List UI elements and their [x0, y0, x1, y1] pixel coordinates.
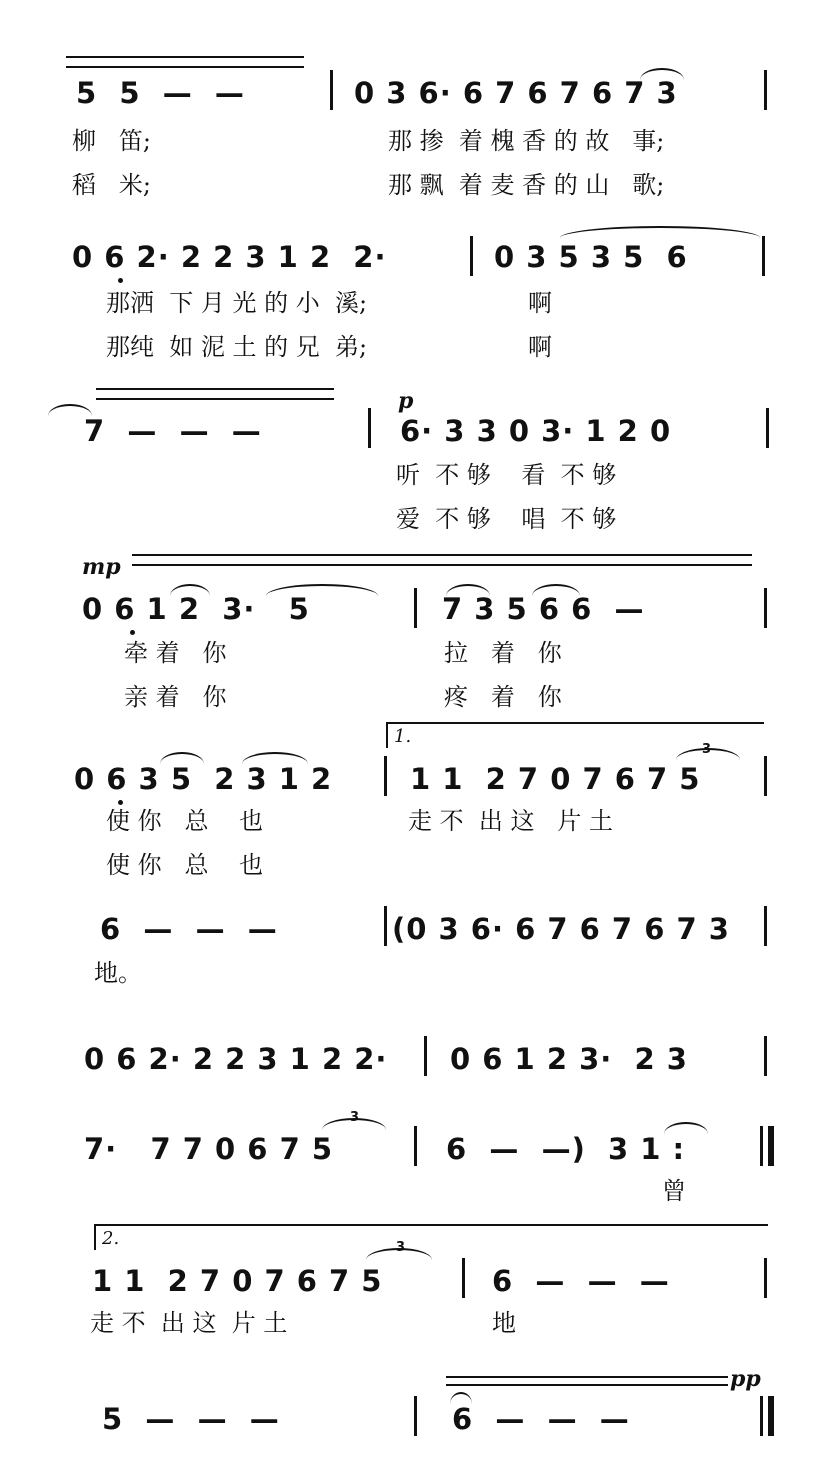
- barline: [766, 408, 769, 448]
- lyric-line: 走 不 出 这 片 土: [90, 1309, 288, 1337]
- dynamic-mark: pp: [730, 1366, 761, 1392]
- triplet-mark: 3: [350, 1110, 360, 1125]
- lyric-line: 那纯 如 泥 土 的 兄 弟;: [106, 333, 368, 361]
- lyric-line: 拉 着 你: [444, 639, 562, 667]
- lyric-line: 那 掺 着 槐 香 的 故 事;: [388, 127, 665, 155]
- lyric-line: 稻 米;: [72, 171, 151, 199]
- lyric-line: 走 不 出 这 片 土: [408, 807, 614, 835]
- final-repeat-bar-thick: [768, 1126, 774, 1166]
- phrase-line: [446, 1376, 728, 1378]
- lyric-line: 爱 不 够 唱 不 够: [396, 505, 617, 533]
- barline: [330, 70, 333, 110]
- slur: [170, 584, 210, 596]
- phrase-line: [96, 388, 334, 390]
- lyric-line: 柳 笛;: [72, 127, 151, 155]
- phrase-line: [132, 564, 752, 566]
- final-bar-thick: [768, 1396, 774, 1436]
- notes-measure: 1 1 2 7 0 7 6 7 5: [92, 1264, 383, 1298]
- slur: [160, 752, 204, 764]
- notes-measure: 0 3 6· 6 7 6 7 6 7 3: [354, 76, 678, 110]
- dynamic-mark: mp: [82, 554, 121, 580]
- barline: [764, 70, 767, 110]
- final-bar: [760, 1396, 763, 1436]
- lyric-line: 那 飘 着 麦 香 的 山 歌;: [388, 171, 665, 199]
- barline: [764, 588, 767, 628]
- lyric-line: 那洒 下 月 光 的 小 溪;: [106, 289, 368, 317]
- notes-measure: 0 6 1 2 3· 5: [82, 592, 310, 626]
- octave-dot: [118, 800, 123, 805]
- slur: [640, 68, 684, 80]
- phrase-line: [446, 1384, 728, 1386]
- triplet-mark: 3: [702, 742, 712, 757]
- barline: [384, 906, 387, 946]
- slur: [242, 752, 308, 764]
- octave-dot: [130, 630, 135, 635]
- notes-measure: 0 6 3 5 2 3 1 2: [74, 762, 333, 796]
- notes-measure: 5 5 — —: [76, 76, 245, 110]
- barline: [764, 1036, 767, 1076]
- barline: [462, 1258, 465, 1298]
- notes-measure: 6 — — —: [452, 1402, 630, 1436]
- barline: [424, 1036, 427, 1076]
- barline: [368, 408, 371, 448]
- lyric-line: 曾: [662, 1177, 686, 1205]
- phrase-line: [96, 398, 334, 400]
- notes-measure: 6 — — —: [100, 912, 278, 946]
- slur: [676, 748, 740, 760]
- triplet-mark: 3: [396, 1240, 406, 1255]
- lyric-line: 啊: [528, 289, 552, 317]
- lyric-line: 地。: [94, 959, 142, 987]
- phrase-line: [66, 66, 304, 68]
- dynamic-mark: p: [398, 388, 414, 414]
- slur: [532, 584, 580, 596]
- slur: [322, 1118, 386, 1130]
- barline: [384, 756, 387, 796]
- notes-measure: 0 6 2· 2 2 3 1 2 2·: [72, 240, 387, 274]
- lyric-line: 使 你 总 也: [106, 807, 264, 835]
- notes-measure: 0 6 1 2 3· 2 3: [450, 1042, 688, 1076]
- lyric-line: 听 不 够 看 不 够: [396, 461, 617, 489]
- barline: [764, 906, 767, 946]
- barline: [414, 588, 417, 628]
- notes-measure: 6 — —) 3 1 :: [446, 1132, 686, 1166]
- octave-dot: [118, 278, 123, 283]
- final-repeat-bar: [760, 1126, 763, 1166]
- notes-measure: 6 — — —: [492, 1264, 670, 1298]
- phrase-line: [132, 554, 752, 556]
- notes-measure: 1 1 2 7 0 7 6 7 5: [410, 762, 701, 796]
- lyric-line: 牵 着 你: [124, 639, 227, 667]
- notes-measure: 5 — — —: [102, 1402, 280, 1436]
- slur: [266, 584, 378, 596]
- barline: [764, 756, 767, 796]
- slur: [446, 584, 490, 596]
- lyric-line: 亲 着 你: [124, 683, 227, 711]
- lyric-line: 地: [492, 1309, 516, 1337]
- volta-label: 1.: [394, 726, 412, 747]
- second-ending-bracket: [94, 1224, 768, 1250]
- notes-measure: 0 3 5 3 5 6: [494, 240, 688, 274]
- barline: [414, 1126, 417, 1166]
- lyric-line: 使 你 总 也: [106, 851, 264, 879]
- slur: [560, 226, 760, 238]
- barline: [414, 1396, 417, 1436]
- lyric-line: 疼 着 你: [444, 683, 562, 711]
- barline: [470, 236, 473, 276]
- notes-measure: 0 6 2· 2 2 3 1 2 2·: [84, 1042, 388, 1076]
- notes-measure: 7· 7 7 0 6 7 5: [84, 1132, 334, 1166]
- notes-measure: 7 3 5 6 6 —: [442, 592, 645, 626]
- slur: [664, 1122, 708, 1134]
- notes-measure: (0 3 6· 6 7 6 7 6 7 3: [392, 912, 730, 946]
- phrase-line: [66, 56, 304, 58]
- barline: [762, 236, 765, 276]
- volta-label: 2.: [102, 1228, 120, 1249]
- barline: [764, 1258, 767, 1298]
- notes-measure: 7 — — —: [84, 414, 262, 448]
- notes-measure: 6· 3 3 0 3· 1 2 0: [400, 414, 672, 448]
- lyric-line: 啊: [528, 333, 552, 361]
